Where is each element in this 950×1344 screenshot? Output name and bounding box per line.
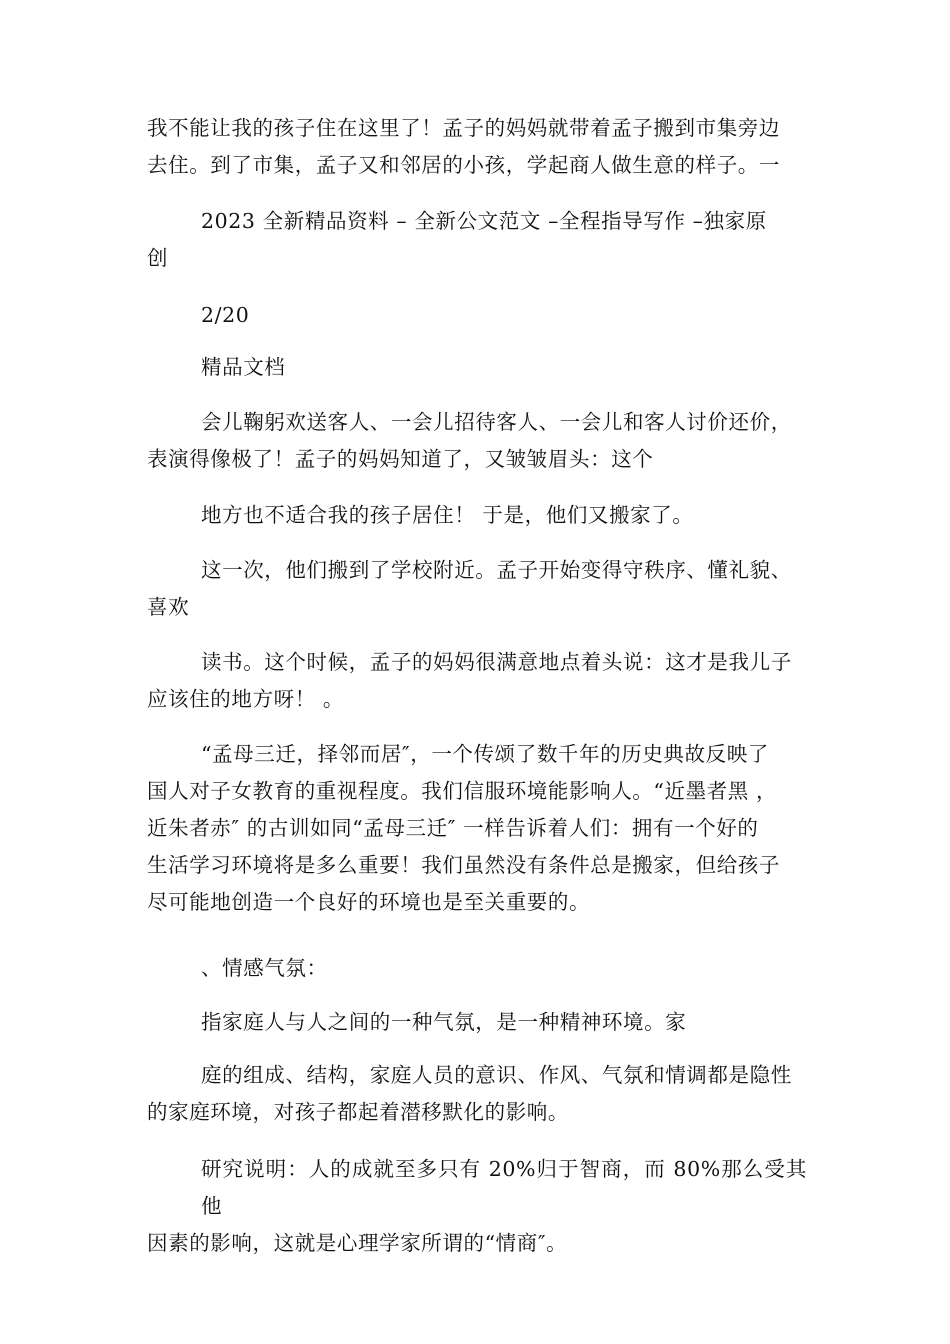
page-number xyxy=(147,297,807,334)
paragraph-1 xyxy=(147,110,807,184)
paragraph-13 xyxy=(147,1151,807,1262)
text-line: 的家庭环境，对孩子都起着潜移默化的影响。 xyxy=(147,1100,569,1124)
text-line: 表演得像极了！孟子的妈妈知道了，又皱皱眉头：这个 xyxy=(147,447,654,471)
header-notice xyxy=(147,203,807,277)
text-line: 庭的组成、结构，家庭人员的意识、作风、气氛和情调都是隐性 xyxy=(201,1063,792,1087)
paragraph-11 xyxy=(147,1004,807,1041)
paragraph-9 xyxy=(147,736,807,921)
text-line: 生活学习环境将是多么重要！我们虽然没有条件总是搬家，但给孩子 xyxy=(147,853,780,877)
document-label xyxy=(147,349,807,386)
text-line: 应该住的地方呀！ 。 xyxy=(147,687,345,711)
text-line: 研究说明：人的成就至多只有 20%归于智商，而 80%那么受其他 xyxy=(201,1157,807,1218)
paragraph-5 xyxy=(147,404,807,478)
paragraph-8 xyxy=(147,644,807,718)
text-line: 地方也不适合我的孩子居住！ 于是，他们又搬家了。 xyxy=(201,503,694,527)
text-line: 指家庭人与人之间的一种气氛，是一种精神环境。家 xyxy=(201,1010,687,1034)
text-line: 因素的影响，这就是心理学家所谓的“情商″。 xyxy=(147,1231,568,1255)
text-line: 喜欢 xyxy=(147,595,190,619)
text-line: 国人对子女教育的重视程度。我们信服环境能影响人。“近墨者黑 ， xyxy=(147,779,778,803)
text-line: 会儿鞠躬欢送客人、一会儿招待客人、一会儿和客人讨价还价， xyxy=(201,410,792,434)
text-line: 读书。这个时候，孟子的妈妈很满意地点着头说：这才是我儿子 xyxy=(201,650,792,674)
paragraph-12 xyxy=(147,1057,807,1131)
text-line: 这一次，他们搬到了学校附近。孟子开始变得守秩序、懂礼貌、 xyxy=(201,558,792,582)
text-line: 近朱者赤″ 的古训如同“孟母三迁″ 一样告诉着人们：拥有一个好的 xyxy=(147,816,759,840)
page-number-text: 2/20 xyxy=(201,303,250,327)
text-line: 2023 全新精品资料 – 全新公文范文 –全程指导写作 –独家原 xyxy=(201,209,767,233)
text-line: 去住。到了市集，孟子又和邻居的小孩，学起商人做生意的样子。一 xyxy=(147,153,780,177)
document-label-text: 精品文档 xyxy=(201,355,286,379)
text-line: 创 xyxy=(147,246,169,270)
text-line: 我不能让我的孩子住在这里了！孟子的妈妈就带着孟子搬到市集旁边 xyxy=(147,116,780,140)
section-heading xyxy=(147,950,807,987)
text-line: 尽可能地创造一个良好的环境也是至关重要的。 xyxy=(147,890,591,914)
paragraph-6 xyxy=(147,497,807,534)
section-heading-text: 、情感气氛： xyxy=(201,956,328,980)
text-line: “孟母三迁，择邻而居″，一个传颂了数千年的历史典故反映了 xyxy=(201,742,769,766)
paragraph-7 xyxy=(147,552,807,626)
